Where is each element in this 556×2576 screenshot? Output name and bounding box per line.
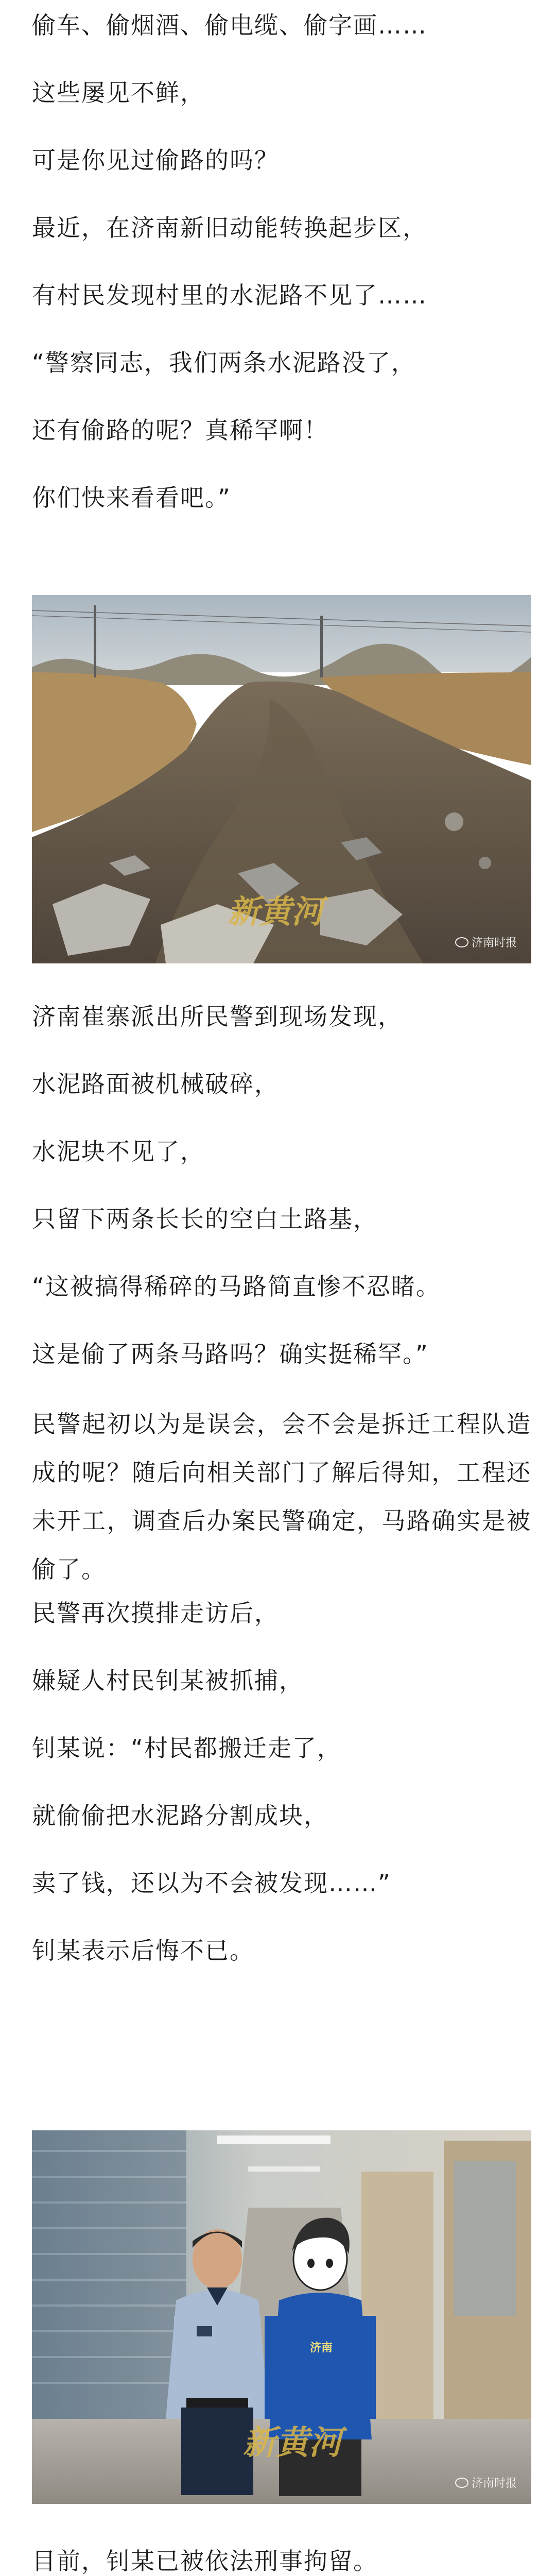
watermark-badge	[455, 2475, 517, 2490]
after-line-1: 民警再次摸排走访后，	[32, 1599, 279, 1627]
watermark-badge-label: 济南时报	[471, 937, 517, 950]
intro-line-5: 有村民发现村里的水泥路不见了……	[32, 281, 427, 309]
middle-line-1: 济南崔寨派出所民警到现场发现，	[32, 1003, 403, 1030]
watermark-text: 新黄河	[228, 893, 324, 930]
middle-line-6: 这是偷了两条马路吗？确实挺稀罕。”	[32, 1340, 429, 1368]
ending-line-1: 目前，钊某已被依法刑事拘留。	[32, 2547, 378, 2575]
intro-line-3: 可是你见过偷路的吗？	[32, 146, 279, 174]
middle-line-2: 水泥路面被机械破碎，	[32, 1070, 279, 1098]
middle-line-3: 水泥块不见了，	[32, 1138, 205, 1165]
watermark-badge-label: 济南时报	[471, 2477, 517, 2490]
watermark-badge	[455, 934, 517, 950]
vest-text: 济南	[310, 2342, 333, 2354]
after-line-3: 钊某说：“村民都搬迁走了，	[32, 1734, 342, 1762]
after-line-5: 卖了钱，还以为不会被发现……”	[32, 1869, 391, 1897]
police-suspect-photo	[32, 2130, 531, 2504]
middle-line-5: “这被搞得稀碎的马路简直惨不忍睹。	[32, 1273, 441, 1300]
intro-line-4: 最近，在济南新旧动能转换起步区，	[32, 214, 427, 242]
wechat-icon	[455, 937, 468, 947]
watermark-text: 新黄河	[243, 2424, 342, 2462]
intro-line-8: 你们快来看看吧。”	[32, 484, 231, 512]
middle-line-4: 只留下两条长长的空白土路基，	[32, 1205, 378, 1233]
intro-line-1: 偷车、偷烟酒、偷电缆、偷字画……	[32, 11, 427, 39]
investigation-paragraph: 民警起初以为是误会，会不会是拆迁工程队造成的呢？随后向相关部门了解后得知，工程还未开工，调查后办案民警确定，马路确实是被偷了。	[32, 1410, 531, 1583]
road-site-photo	[32, 595, 531, 963]
intro-line-7: 还有偷路的呢？真稀罕啊！	[32, 416, 328, 444]
after-line-2: 嫌疑人村民钊某被抓捕，	[32, 1667, 304, 1694]
after-line-6: 钊某表示后悔不已。	[32, 1937, 254, 1964]
intro-line-2: 这些屡见不鲜，	[32, 79, 205, 107]
after-line-4: 就偷偷把水泥路分割成块，	[32, 1802, 328, 1829]
intro-line-6: “警察同志，我们两条水泥路没了，	[32, 349, 416, 377]
wechat-icon	[455, 2478, 468, 2488]
